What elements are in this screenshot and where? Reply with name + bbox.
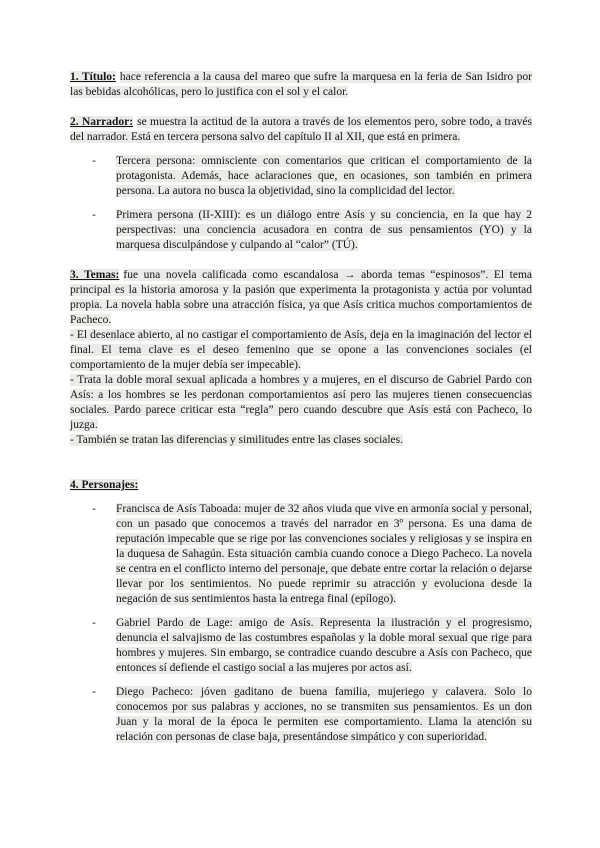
list-item xyxy=(92,502,532,607)
paragraph xyxy=(70,70,532,100)
paragraph-text: - El desenlace abierto, al no castigar el comportamiento de Asís, deja en la imaginación del lector el final. El tema clave es el deseo femenino que se opone a las convenciones sociales (el comportamiento de la mujer debía ser impecable). xyxy=(70,329,532,371)
paragraph xyxy=(70,268,532,328)
bullet-body xyxy=(116,685,532,745)
bullet-body xyxy=(116,616,532,676)
bullet-text: Tercera persona: omnisciente con comentarios que critican el comportamiento de la protagonista. Además, hace aclaraciones que, en ocasiones, son también en primera persona. La autora no busca la objetividad, sino la complicidad del lector. xyxy=(116,155,532,197)
bullet-text: Gabriel Pardo de Lage: amigo de Asís. Representa la ilustración y el progresismo, denuncia el salvajismo de las costumbres españolas y la doble moral sexual que rige para hombres y mujeres. Sin embargo, se contradice cuando descubre a Asís con Pacheco, que entonces sí defiende el castigo social a las mujeres por actos así. xyxy=(116,617,532,674)
bullet-body xyxy=(116,154,532,199)
section-personajes xyxy=(70,478,532,745)
bullet-body xyxy=(116,208,532,253)
section-intro-text: fue una novela calificada como escandalosa → aborda temas “espinosos”. El tema principal es la historia amorosa y la pasión que experimenta la protagonista y actúa por voluntad propia. La novela habla sobre una atracción física, ya que Asís critica muchos comportamientos de Pacheco. xyxy=(70,269,532,326)
section-heading: 2. Narrador: xyxy=(70,116,134,128)
section-titulo xyxy=(70,70,532,100)
bullet-text: Diego Pacheco: jóven gaditano de buena familia, mujeriego y calavera. Solo lo conocemos por sus palabras y acciones, no se transmiten sus pensamientos. Es un don Juan y la moral de la época le permiten ese comportamiento. Llama la atención su relación con personas de clase baja, presentándose simpático y con superioridad. xyxy=(116,686,532,743)
list-item xyxy=(92,154,532,199)
bullet-marker: - xyxy=(92,155,96,167)
bullet-list xyxy=(70,154,532,253)
paragraph xyxy=(70,115,532,145)
section-heading: 4. Personajes: xyxy=(70,479,139,491)
paragraph-text: - También se tratan las diferencias y similitudes entre las clases sociales. xyxy=(70,434,404,446)
bullet-text: Primera persona (II-XIII): es un diálogo entre Asís y su conciencia, en la que hay 2 perspectivas: una conciencia acusadora en contra de sus pensamientos (YO) y la marquesa disculpándose y culpando al “calor” (TÚ). xyxy=(116,209,532,251)
paragraph xyxy=(70,373,532,433)
bullet-marker: - xyxy=(92,617,96,629)
paragraph xyxy=(70,328,532,373)
paragraph-text: - Trata la doble moral sexual aplicada a hombres y a mujeres, en el discurso de Gabriel Pardo con Asís: a los hombres se les perdonan comportamientos así pero las mujeres tienen consecuencias sociales. Pardo parece criticar esta “regla” pero cuando descubre que Asís está con Pacheco, lo juzga. xyxy=(70,374,532,431)
bullet-marker: - xyxy=(92,209,96,221)
section-heading: 3. Temas: xyxy=(70,269,120,281)
section-intro-text: hace referencia a la causa del mareo que sufre la marquesa en la feria de San Isidro por las bebidas alcohólicas, pero lo justifica con el sol y el calor. xyxy=(70,71,532,98)
list-item xyxy=(92,208,532,253)
bullet-list xyxy=(70,502,532,745)
section-intro-text: se muestra la actitud de la autora a través de los elementos pero, sobre todo, a través del narrador. Está en tercera persona salvo del capítulo II al XII, que está en primera. xyxy=(70,116,533,143)
bullet-marker: - xyxy=(92,686,96,698)
section-temas xyxy=(70,268,532,448)
paragraph xyxy=(70,433,532,448)
section-narrador xyxy=(70,115,532,253)
section-heading: 1. Título: xyxy=(70,71,116,83)
list-item xyxy=(92,685,532,745)
bullet-text: Francisca de Asís Taboada: mujer de 32 años viuda que vive en armonía social y personal, con un pasado que conocemos a través del narrador en 3º persona. Es una dama de reputación impecable que se rige por las convenciones sociales y religiosas y se inspira en la duquesa de Sahagún. Esta situación cambia cuando conoce a Diego Pacheco. La novela se centra en el conflicto interno del personaje, que debate entre cortar la relación o dejarse llevar por los sentimientos. No puede reprimir su atracción y evoluciona desde la negación de sus sentimientos hasta la entrega final (epílogo). xyxy=(116,503,532,605)
bullet-marker: - xyxy=(92,503,96,515)
bullet-body xyxy=(116,502,532,607)
paragraph xyxy=(70,478,532,493)
list-item xyxy=(92,616,532,676)
